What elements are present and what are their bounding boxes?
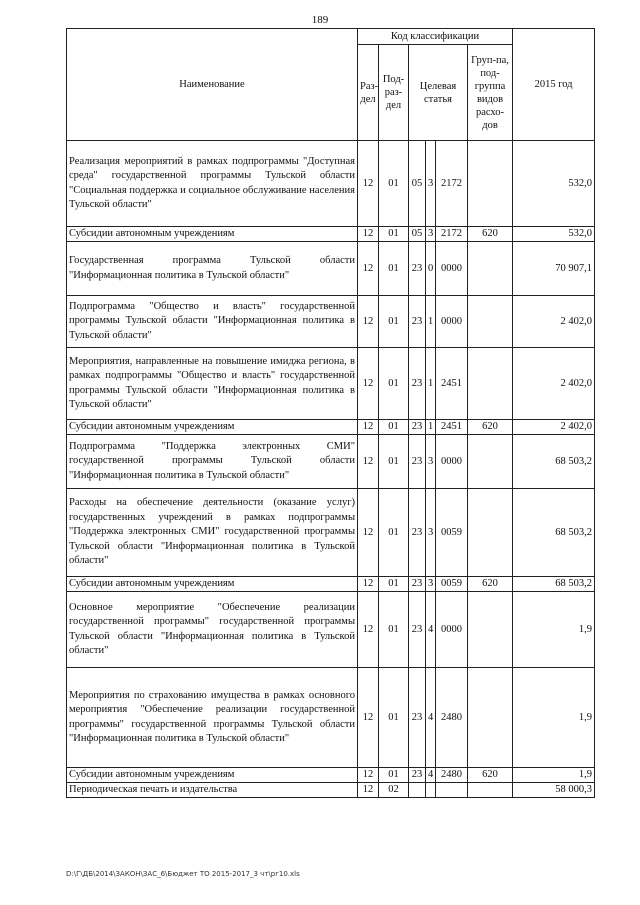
row-name: Расходы на обеспечение деятельности (оказание услуг) государственных учреждений в рамках подпрограммы "Поддержка электронных СМИ" государственной программы Тульской области "Информационная политика в Тульской области" (67, 489, 358, 577)
header-razdel: Раз-дел (358, 45, 379, 141)
row-razdel: 12 (358, 141, 379, 227)
row-target-3: 0000 (436, 296, 468, 348)
header-name: Наименование (67, 29, 358, 141)
row-podrazdel: 01 (379, 489, 409, 577)
file-path-footer: D:\Г\ДБ\2014\ЗАКОН\ЗАС_6\Бюджет ТО 2015-2017_3 чт\рг10.xls (66, 870, 300, 878)
row-amount: 1,9 (513, 768, 595, 783)
row-podrazdel: 01 (379, 768, 409, 783)
row-amount: 70 907,1 (513, 242, 595, 296)
table-row (67, 348, 595, 420)
row-target-2: 3 (426, 435, 436, 489)
row-target-3: 2172 (436, 141, 468, 227)
row-amount: 68 503,2 (513, 489, 595, 577)
row-name: Мероприятия, направленные на повышение имиджа региона, в рамках подпрограммы "Общество и власть" государственной программы Тульской области "Информационная политика в Тульской области" (67, 348, 358, 420)
header-target: Целевая статья (409, 45, 468, 141)
row-target-1: 23 (409, 489, 426, 577)
row-target-3: 0000 (436, 435, 468, 489)
row-name: Субсидии автономным учреждениям (67, 577, 358, 592)
table-row (67, 592, 595, 668)
row-amount: 2 402,0 (513, 348, 595, 420)
row-amount: 68 503,2 (513, 435, 595, 489)
row-target-1 (409, 783, 426, 798)
page-number: 189 (311, 14, 329, 26)
row-amount: 532,0 (513, 227, 595, 242)
row-podrazdel: 01 (379, 592, 409, 668)
row-target-1: 23 (409, 348, 426, 420)
row-name: Подпрограмма "Общество и власть" государственной программы Тульской области "Информационная политика в Тульской области" (67, 296, 358, 348)
row-expense-type: 620 (468, 420, 513, 435)
row-target-1: 05 (409, 227, 426, 242)
row-podrazdel: 01 (379, 242, 409, 296)
table-row (67, 227, 595, 242)
table-row (67, 577, 595, 592)
row-podrazdel: 01 (379, 435, 409, 489)
table-row (67, 783, 595, 798)
row-target-1: 23 (409, 592, 426, 668)
row-razdel: 12 (358, 296, 379, 348)
table-row (67, 489, 595, 577)
row-target-1: 23 (409, 577, 426, 592)
row-expense-type (468, 242, 513, 296)
row-razdel: 12 (358, 242, 379, 296)
row-podrazdel: 01 (379, 348, 409, 420)
row-podrazdel: 01 (379, 227, 409, 242)
row-razdel: 12 (358, 435, 379, 489)
row-target-3: 2172 (436, 227, 468, 242)
row-amount: 1,9 (513, 668, 595, 768)
row-expense-type (468, 348, 513, 420)
row-target-1: 23 (409, 435, 426, 489)
row-target-2: 1 (426, 348, 436, 420)
row-podrazdel: 02 (379, 783, 409, 798)
table-body (67, 141, 595, 798)
row-amount: 58 000,3 (513, 783, 595, 798)
table-row (67, 141, 595, 227)
row-target-2: 3 (426, 141, 436, 227)
table-row (67, 768, 595, 783)
row-expense-type (468, 783, 513, 798)
row-podrazdel: 01 (379, 141, 409, 227)
row-expense-type (468, 435, 513, 489)
row-amount: 2 402,0 (513, 296, 595, 348)
row-target-3: 2480 (436, 668, 468, 768)
row-target-3: 0000 (436, 592, 468, 668)
row-name: Основное мероприятие "Обеспечение реализации государственной программы" государственной программы Тульской области "Информационная политика в Тульской области" (67, 592, 358, 668)
row-target-3: 0059 (436, 489, 468, 577)
row-target-2: 3 (426, 489, 436, 577)
row-name: Подпрограмма "Поддержка электронных СМИ" государственной программы Тульской области "Информационная политика в Тульской области" (67, 435, 358, 489)
row-target-1: 23 (409, 420, 426, 435)
row-expense-type (468, 141, 513, 227)
row-name: Реализация мероприятий в рамках подпрограммы "Доступная среда" государственной программы Тульской области "Социальная поддержка и социальное обслуживание населения Тульской области" (67, 141, 358, 227)
row-expense-type (468, 296, 513, 348)
row-expense-type (468, 489, 513, 577)
row-target-3: 2480 (436, 768, 468, 783)
row-target-1: 23 (409, 668, 426, 768)
row-target-2: 3 (426, 577, 436, 592)
row-target-3: 2451 (436, 420, 468, 435)
row-target-3: 2451 (436, 348, 468, 420)
row-expense-type: 620 (468, 577, 513, 592)
row-amount: 532,0 (513, 141, 595, 227)
row-name: Субсидии автономным учреждениям (67, 768, 358, 783)
row-target-1: 23 (409, 768, 426, 783)
row-target-2: 0 (426, 242, 436, 296)
header-year: 2015 год (513, 29, 595, 141)
budget-table (66, 28, 595, 798)
row-target-3: 0059 (436, 577, 468, 592)
header-vid: Груп-па, под-группа видов расхо-дов (468, 45, 513, 141)
row-razdel: 12 (358, 577, 379, 592)
row-target-2: 1 (426, 296, 436, 348)
row-target-1: 23 (409, 296, 426, 348)
row-razdel: 12 (358, 592, 379, 668)
row-amount: 1,9 (513, 592, 595, 668)
table-row (67, 435, 595, 489)
row-razdel: 12 (358, 668, 379, 768)
row-podrazdel: 01 (379, 577, 409, 592)
row-target-2 (426, 783, 436, 798)
row-razdel: 12 (358, 227, 379, 242)
row-target-1: 23 (409, 242, 426, 296)
row-podrazdel: 01 (379, 420, 409, 435)
row-name: Периодическая печать и издательства (67, 783, 358, 798)
row-target-2: 1 (426, 420, 436, 435)
table-row (67, 668, 595, 768)
row-expense-type (468, 592, 513, 668)
row-target-2: 4 (426, 668, 436, 768)
row-target-3: 0000 (436, 242, 468, 296)
row-podrazdel: 01 (379, 668, 409, 768)
row-target-2: 4 (426, 768, 436, 783)
row-podrazdel: 01 (379, 296, 409, 348)
row-razdel: 12 (358, 489, 379, 577)
row-target-2: 4 (426, 592, 436, 668)
row-razdel: 12 (358, 768, 379, 783)
row-razdel: 12 (358, 420, 379, 435)
row-expense-type (468, 668, 513, 768)
header-code-group: Код классификации (358, 29, 513, 45)
row-amount: 68 503,2 (513, 577, 595, 592)
row-expense-type: 620 (468, 227, 513, 242)
table-row (67, 420, 595, 435)
header-podrazdel: Под-раз-дел (379, 45, 409, 141)
row-name: Субсидии автономным учреждениям (67, 420, 358, 435)
row-name: Мероприятия по страхованию имущества в рамках основного мероприятия "Обеспечение реализации государственной программы" государственной программы Тульской области "Информационная политика в Тульской области" (67, 668, 358, 768)
row-amount: 2 402,0 (513, 420, 595, 435)
row-target-2: 3 (426, 227, 436, 242)
row-razdel: 12 (358, 348, 379, 420)
row-name: Государственная программа Тульской области "Информационная политика в Тульской области" (67, 242, 358, 296)
table-row (67, 296, 595, 348)
row-target-3 (436, 783, 468, 798)
table-row (67, 242, 595, 296)
row-target-1: 05 (409, 141, 426, 227)
row-razdel: 12 (358, 783, 379, 798)
row-name: Субсидии автономным учреждениям (67, 227, 358, 242)
row-expense-type: 620 (468, 768, 513, 783)
